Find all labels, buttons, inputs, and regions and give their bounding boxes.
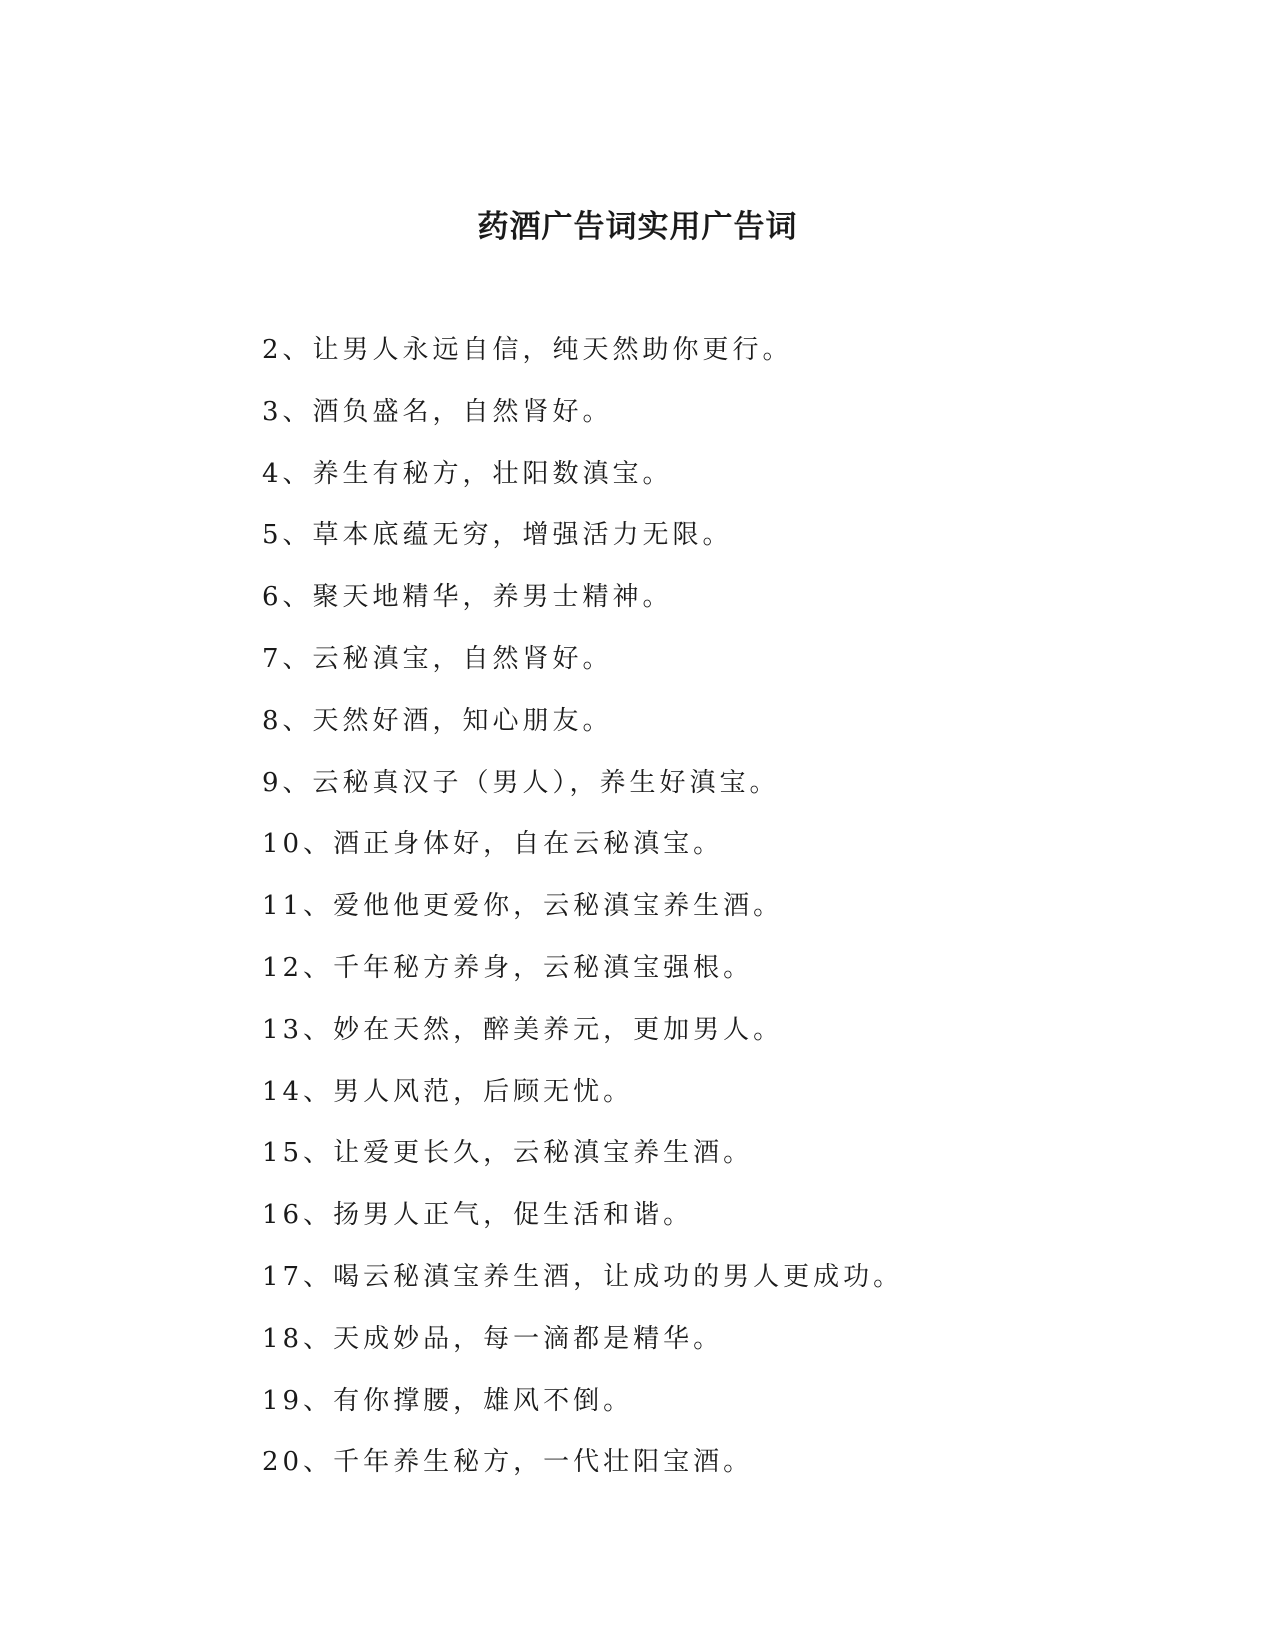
list-item: 2、让男人永远自信，纯天然助你更行。 xyxy=(262,335,793,365)
list-item: 8、天然好酒，知心朋友。 xyxy=(262,705,613,736)
list-item: 18、天成妙品，每一滴都是精华。 xyxy=(262,1323,724,1354)
list-item: 20、千年养生秘方，一代壮阳宝酒。 xyxy=(262,1447,754,1478)
list-item: 14、男人风范，后顾无忧。 xyxy=(262,1076,634,1107)
list-item: 16、扬男人正气，促生活和谐。 xyxy=(262,1200,694,1231)
list-item: 13、妙在天然，醉美养元，更加男人。 xyxy=(262,1014,784,1045)
list-item: 4、养生有秘方，壮阳数滇宝。 xyxy=(262,458,673,489)
list-item: 15、让爱更长久，云秘滇宝养生酒。 xyxy=(262,1138,754,1169)
list-item: 5、草本底蕴无穷，增强活力无限。 xyxy=(262,520,733,551)
list-item: 11、爱他他更爱你，云秘滇宝养生酒。 xyxy=(262,891,784,922)
list-item: 10、酒正身体好，自在云秘滇宝。 xyxy=(262,829,724,860)
page-title: 药酒广告词实用广告词 xyxy=(477,209,798,245)
list-item: 9、云秘真汉子（男人），养生好滇宝。 xyxy=(262,767,780,798)
list-item: 19、有你撑腰，雄风不倒。 xyxy=(262,1385,634,1416)
list-item: 7、云秘滇宝，自然肾好。 xyxy=(262,643,613,674)
list-item: 3、酒负盛名，自然肾好。 xyxy=(262,396,613,427)
list-item: 12、千年秘方养身，云秘滇宝强根。 xyxy=(262,952,754,983)
slogan-list xyxy=(262,332,903,1506)
list-item: 6、聚天地精华，养男士精神。 xyxy=(262,582,673,613)
list-item: 17、喝云秘滇宝养生酒，让成功的男人更成功。 xyxy=(262,1261,904,1292)
